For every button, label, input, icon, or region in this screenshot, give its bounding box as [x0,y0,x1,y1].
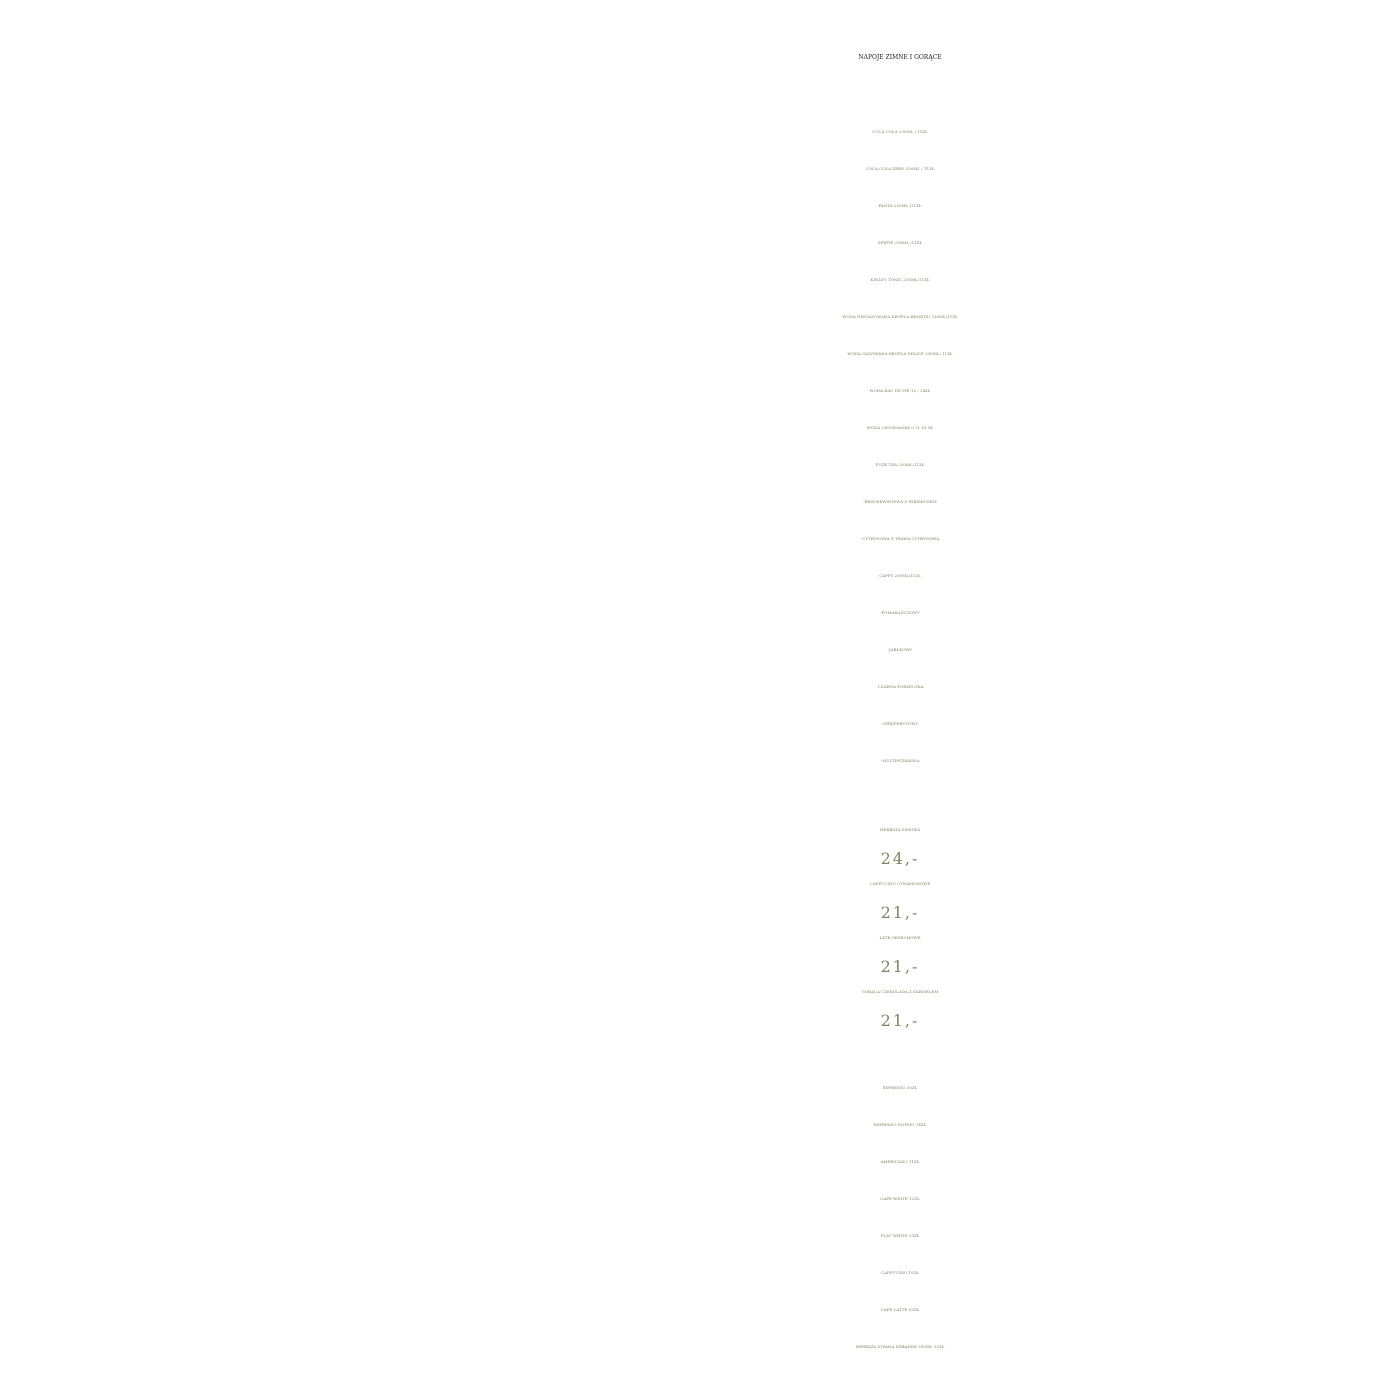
seasonal-item-name: GORĄCA CZEKOLADA Z KARMELEM [861,989,939,994]
menu-item: CAPPY 250ML/11ZŁ [879,573,921,578]
seasonal-item-price: 21,- [880,903,920,922]
menu-item: HERBATA SYPANA DZBANEK 350ML 13ZŁ [855,1344,945,1349]
seasonal-item-name: CAPPUCINO CYNAMONOWE [869,881,931,886]
menu-item: CAPPUCINO 15ZŁ [881,1270,919,1275]
menu-item: COCA COLA 250ML / 11ZŁ [872,129,928,134]
menu-item: SPRITE 250ML /11ZŁ [877,240,923,245]
menu-title: NAPOJE ZIMNE I GORĄCE [858,54,942,61]
menu-item: WODA GAZOWANA KROPLA DELICE 330ML/ 11ZŁ [847,351,953,356]
seasonal-item-price: 21,- [880,957,920,976]
seasonal-item-price: 21,- [880,1011,920,1030]
menu-item: CAFE LATTE 15ZŁ [880,1307,920,1312]
seasonal-item-name: LATE ORZECHOWE [879,935,921,940]
menu-item: -CYTRYNOWA Z TRAWA CYTRYNOWĄ [860,536,940,541]
menu-item: -MULTIWITAMINA [880,758,920,763]
menu-item: WODA CISOWIANKA 0.7L 18 ZŁ [866,425,934,430]
menu-item: -CZARNA PORZECZKA [876,684,924,689]
menu-item: ESPRESSO 10ZŁ [882,1085,918,1090]
seasonal-item-price: 24,- [880,849,920,868]
menu-item: -BRZOSKWINIOWA Z HIBISKUSEM [863,499,937,504]
menu-item: FANTA 250ML /11ZŁ [878,203,922,208]
menu-item: WODA EAU DE VIE 1L / 14ZŁ [869,388,931,393]
menu-item: WODA NIEGAZOWANA KROPLA BESKIDU 330ML/11ZŁ [842,314,958,319]
menu-item: ESPRESSO DOPPIO 14ZŁ [873,1122,927,1127]
menu-item: -GREJPFRUTOWY [881,721,919,726]
menu-item: -POMARAŃCZOWY [880,610,920,615]
seasonal-item-name: HERBATA ZIMOWA [879,827,921,832]
menu-item: COCA COLA ZERO 250ML / 11ZŁ [865,166,935,171]
menu-item: AMERICANO 11ZŁ [880,1159,920,1164]
menu-item: CAFE WHITE 12ZŁ [880,1196,920,1201]
menu-item: KINLEY TONIC 250ML/11ZŁ [870,277,930,282]
menu-item: FLAT WHITE 15ZŁ [880,1233,920,1238]
menu-item: -JABŁKOWY [887,647,913,652]
menu-item: FUZE TEA 250ML/11ZŁ [875,462,925,467]
